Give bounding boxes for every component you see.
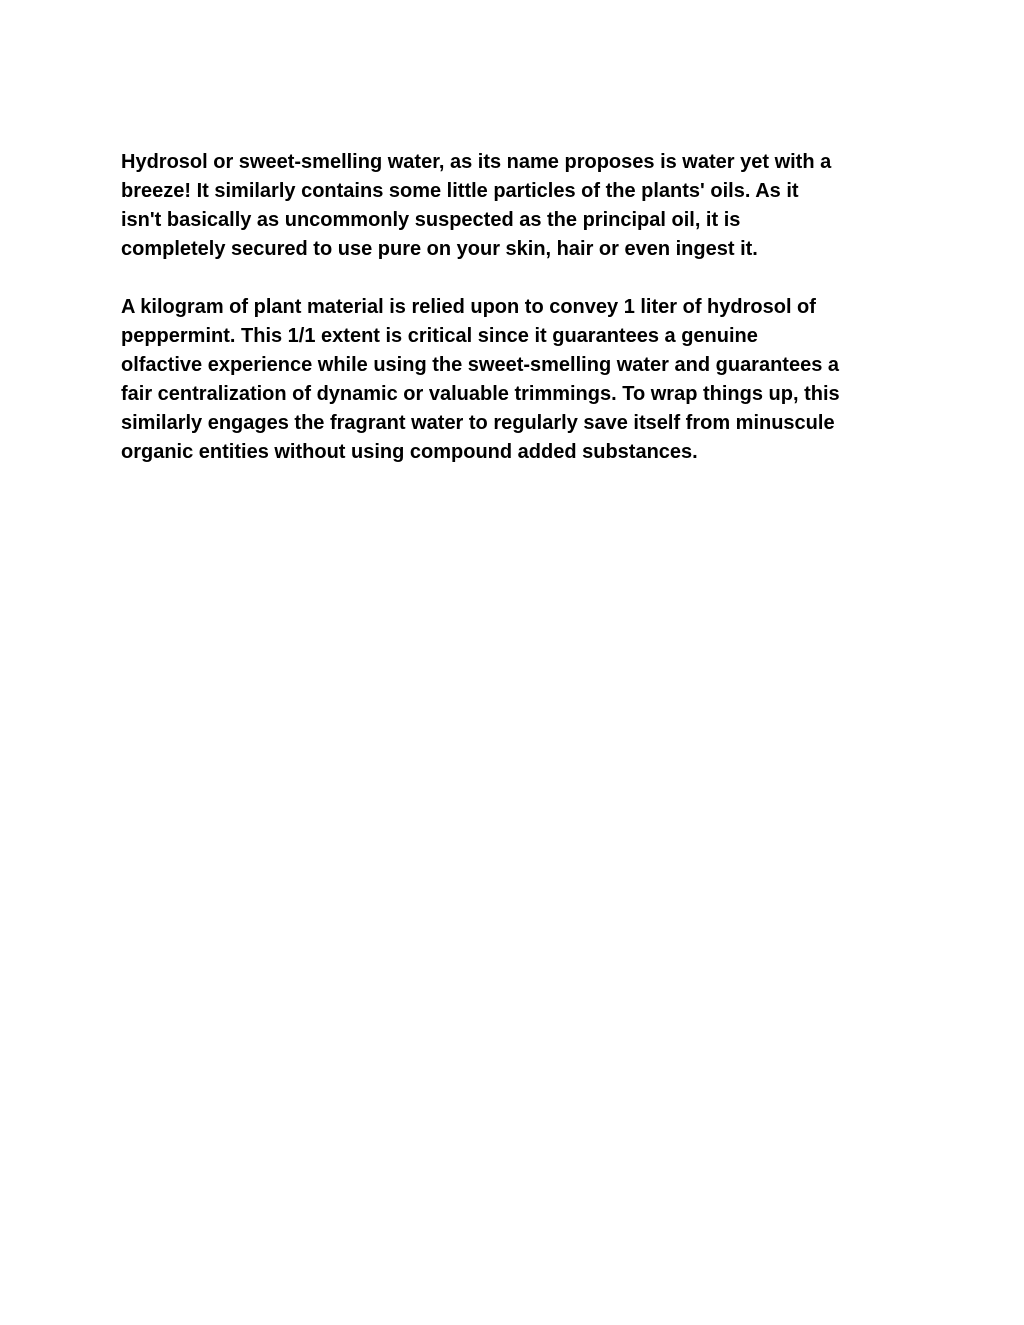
- text-line: peppermint. This 1/1 extent is critical since it guarantees a genuine: [121, 325, 758, 347]
- text-line: olfactive experience while using the sweet-smelling water and guarantees a: [121, 354, 840, 376]
- text-line: similarly engages the fragrant water to regularly save itself from minuscule: [121, 412, 835, 434]
- text-line: A kilogram of plant material is relied upon to convey 1 liter of hydrosol of: [121, 296, 816, 318]
- paragraph: [121, 148, 911, 264]
- text-line: fair centralization of dynamic or valuable trimmings. To wrap things up, this: [121, 383, 840, 405]
- text-line: Hydrosol or sweet-smelling water, as its name proposes is water yet with a: [121, 151, 832, 173]
- paragraph: [121, 293, 911, 467]
- text-line: completely secured to use pure on your skin, hair or even ingest it.: [121, 238, 758, 260]
- text-line: isn't basically as uncommonly suspected as the principal oil, it is: [121, 209, 741, 231]
- text-line: breeze! It similarly contains some little particles of the plants' oils. As it: [121, 180, 799, 202]
- document-body: [121, 148, 911, 467]
- text-line: organic entities without using compound added substances.: [121, 441, 698, 463]
